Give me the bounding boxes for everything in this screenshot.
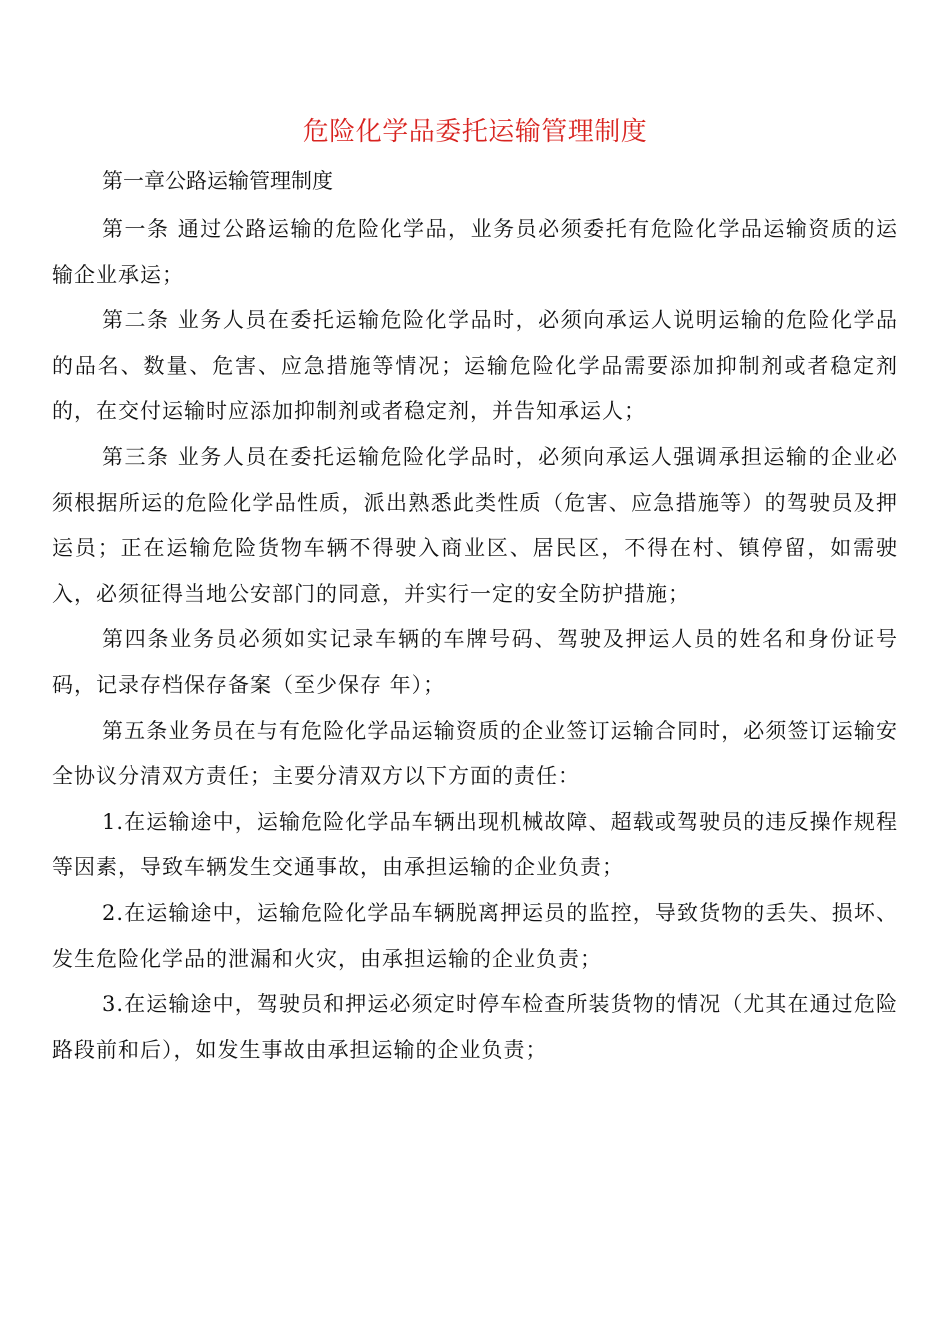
article-4: 第四条业务员必须如实记录车辆的车牌号码、驾驶及押运人员的姓名和身份证号码，记录存档保存备案（至少保存 年）； xyxy=(52,627,898,697)
article-3: 第三条 业务人员在委托运输危险化学品时，必须向承运人强调承担运输的企业必须根据所运的危险化学品性质，派出熟悉此类性质（危害、应急措施等）的驾驶员及押运员；正在运输危险货物车辆不得驶入商业区、居民区，不得在村、镇停留，如需驶入，必须征得当地公安部门的同意，并实行一定的安全防护措施； xyxy=(52,444,898,606)
document-body xyxy=(52,207,898,1073)
document-title: 危险化学品委托运输管理制度 xyxy=(302,117,648,147)
responsibility-item-1: 1.在运输途中，运输危险化学品车辆出现机械故障、超载或驾驶员的违反操作规程等因素，导致车辆发生交通事故，由承担运输的企业负责； xyxy=(52,809,898,880)
responsibility-item-3: 3.在运输途中，驾驶员和押运必须定时停车检查所装货物的情况（尤其在通过危险路段前和后），如发生事故由承担运输的企业负责； xyxy=(52,992,898,1062)
article-1: 第一条 通过公路运输的危险化学品，业务员必须委托有危险化学品运输资质的运输企业承运； xyxy=(52,217,898,287)
article-2: 第二条 业务人员在委托运输危险化学品时，必须向承运人说明运输的危险化学品的品名、数量、危害、应急措施等情况；运输危险化学品需要添加抑制剂或者稳定剂的，在交付运输时应添加抑制剂或者稳定剂，并告知承运人； xyxy=(52,308,898,424)
article-5: 第五条业务员在与有危险化学品运输资质的企业签订运输合同时，必须签订运输安全协议分清双方责任；主要分清双方以下方面的责任： xyxy=(52,718,898,789)
chapter-heading: 第一章公路运输管理制度 xyxy=(102,169,333,193)
responsibility-item-2: 2.在运输途中，运输危险化学品车辆脱离押运员的监控，导致货物的丢失、损坏、发生危险化学品的泄漏和火灾，由承担运输的企业负责； xyxy=(52,900,898,971)
